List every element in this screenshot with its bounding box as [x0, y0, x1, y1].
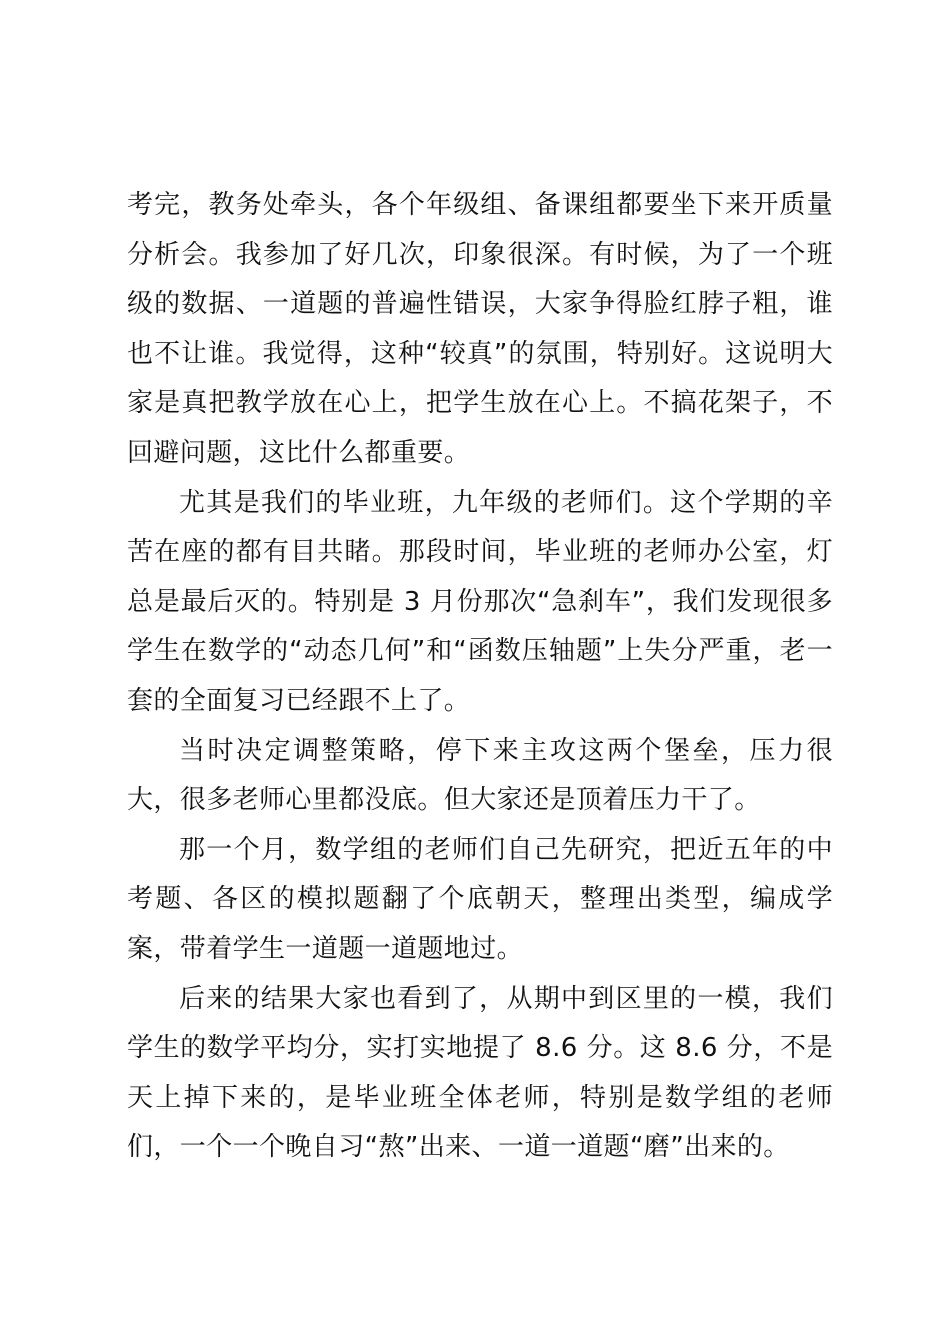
paragraph-2: 尤其是我们的毕业班，九年级的老师们。这个学期的辛苦在座的都有目共睹。那段时间，毕业班的老师办公室，灯总是最后灭的。特别是 3 月份那次“急刹车”，我们发现很多学生在数学的“动态几何”和“函数压轴题”上失分严重，老一套的全面复习已经跟不上了。 [127, 487, 833, 716]
paragraph-4: 那一个月，数学组的老师们自己先研究，把近五年的中考题、各区的模拟题翻了个底朝天，整理出类型，编成学案，带着学生一道题一道题地过。 [127, 834, 833, 964]
paragraph-1: 考完，教务处牵头，各个年级组、备课组都要坐下来开质量分析会。我参加了好几次，印象很深。有时候，为了一个班级的数据、一道题的普遍性错误，大家争得脸红脖子粗，谁也不让谁。我觉得，这种“较真”的氛围，特别好。这说明大家是真把教学放在心上，把学生放在心上。不搞花架子，不回避问题，这比什么都重要。 [127, 190, 833, 468]
document-body [127, 181, 833, 1173]
paragraph-5: 后来的结果大家也看到了，从期中到区里的一模，我们学生的数学平均分，实打实地提了 8.6 分。这 8.6 分，不是天上掉下来的，是毕业班全体老师，特别是数学组的老师们，一个一个晚自习“熬”出来、一道一道题“磨”出来的。 [127, 983, 833, 1163]
paragraph-3: 当时决定调整策略，停下来主攻这两个堡垒，压力很大，很多老师心里都没底。但大家还是顶着压力干了。 [127, 735, 833, 816]
